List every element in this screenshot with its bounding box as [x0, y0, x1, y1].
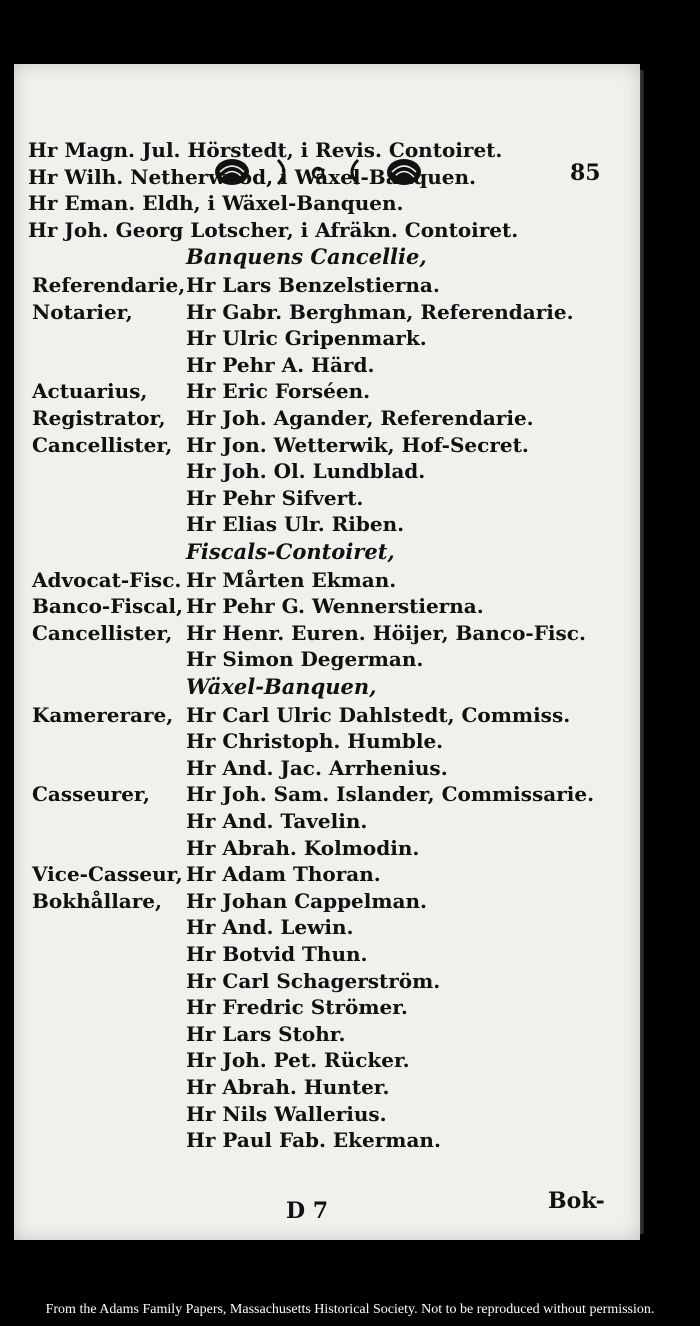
official-name: Hr Fredric Strömer. — [186, 995, 408, 1020]
official-name: Hr Mårten Ekman. — [186, 567, 397, 592]
official-name: Hr Eric Forséen. — [186, 379, 371, 404]
list-item: Hr Magn. Jul. Hörstedt, i Revis. Contoiret. — [28, 138, 503, 162]
official-name: Hr Pehr G. Wennerstierna. — [186, 594, 484, 619]
section-heading: Wäxel-Banquen, — [186, 674, 377, 699]
official-name: Hr Ulric Gripenmark. — [186, 326, 427, 351]
official-name: Hr Carl Schagerström. — [186, 968, 441, 993]
official-name: Hr Lars Stohr. — [186, 1021, 346, 1046]
office-title: Referendarie, — [32, 273, 186, 297]
official-name: Hr Henr. Euren. Höijer, Banco-Fisc. — [186, 620, 586, 645]
official-name: Hr Adam Thoran. — [186, 862, 381, 887]
office-title: Bokhållare, — [32, 888, 162, 913]
section-heading: Fiscals-Contoiret, — [186, 539, 395, 564]
signature-mark: D 7 — [286, 1198, 329, 1224]
list-item: Hr Joh. Georg Lotscher, i Afräkn. Contoiret. — [28, 217, 519, 242]
official-name: Hr Lars Benzelstierna. — [186, 273, 440, 297]
official-name: Hr Abrah. Hunter. — [186, 1075, 390, 1099]
office-title: Vice-Casseur, — [32, 862, 183, 887]
official-name: Hr Christoph. Humble. — [186, 729, 444, 754]
official-name: Hr Botvid Thun. — [186, 942, 368, 966]
list-item: Hr Eman. Eldh, i Wäxel-Banquen. — [28, 191, 404, 216]
official-name: Hr Joh. Sam. Islander, Commissarie. — [186, 782, 595, 807]
official-name: Hr Simon Degerman. — [186, 647, 424, 672]
official-name: Hr Jon. Wetterwik, Hof-Secret. — [186, 432, 529, 457]
office-title: Registrator, — [32, 406, 166, 430]
page-number: 85 — [570, 160, 601, 186]
official-name: Hr Nils Wallerius. — [186, 1101, 387, 1126]
office-title: Actuarius, — [32, 379, 148, 404]
official-name: Hr Joh. Pet. Rücker. — [186, 1048, 410, 1073]
official-name: Hr Gabr. Berghman, Referendarie. — [186, 299, 574, 324]
official-name: Hr Joh. Agander, Referendarie. — [186, 406, 534, 430]
official-name: Hr Pehr Sifvert. — [186, 485, 364, 510]
list-item: Hr Wilh. Netherwood, i Wäxel-Banquen. — [28, 164, 476, 189]
office-title: Cancellister, — [32, 620, 173, 645]
catchword: Bok- — [548, 1188, 605, 1214]
office-title: Cancellister, — [32, 432, 173, 457]
office-title: Kamererare, — [32, 702, 174, 727]
office-title: Casseurer, — [32, 782, 150, 807]
official-name: Hr Abrah. Kolmodin. — [186, 835, 420, 860]
official-name: Hr Carl Ulric Dahlstedt, Commiss. — [186, 702, 571, 727]
office-title: Advocat-Fisc. — [32, 567, 182, 592]
official-name: Hr Johan Cappelman. — [186, 888, 427, 913]
official-name: Hr Paul Fab. Ekerman. — [186, 1128, 441, 1153]
book-page — [14, 64, 640, 1240]
official-name: Hr And. Jac. Arrhenius. — [186, 755, 448, 780]
official-name: Hr Elias Ulr. Riben. — [186, 512, 405, 537]
official-name: Hr And. Tavelin. — [186, 809, 368, 833]
official-name: Hr And. Lewin. — [186, 915, 354, 940]
section-heading: Banquens Cancellie, — [186, 244, 427, 270]
office-title: Banco-Fiscal, — [32, 594, 183, 619]
official-name: Hr Joh. Ol. Lundblad. — [186, 459, 426, 484]
office-title: Notarier, — [32, 299, 133, 324]
archive-credit: From the Adams Family Papers, Massachusetts Historical Society. Not to be reproduced without permission. — [45, 1302, 655, 1317]
official-name: Hr Pehr A. Härd. — [186, 352, 375, 377]
